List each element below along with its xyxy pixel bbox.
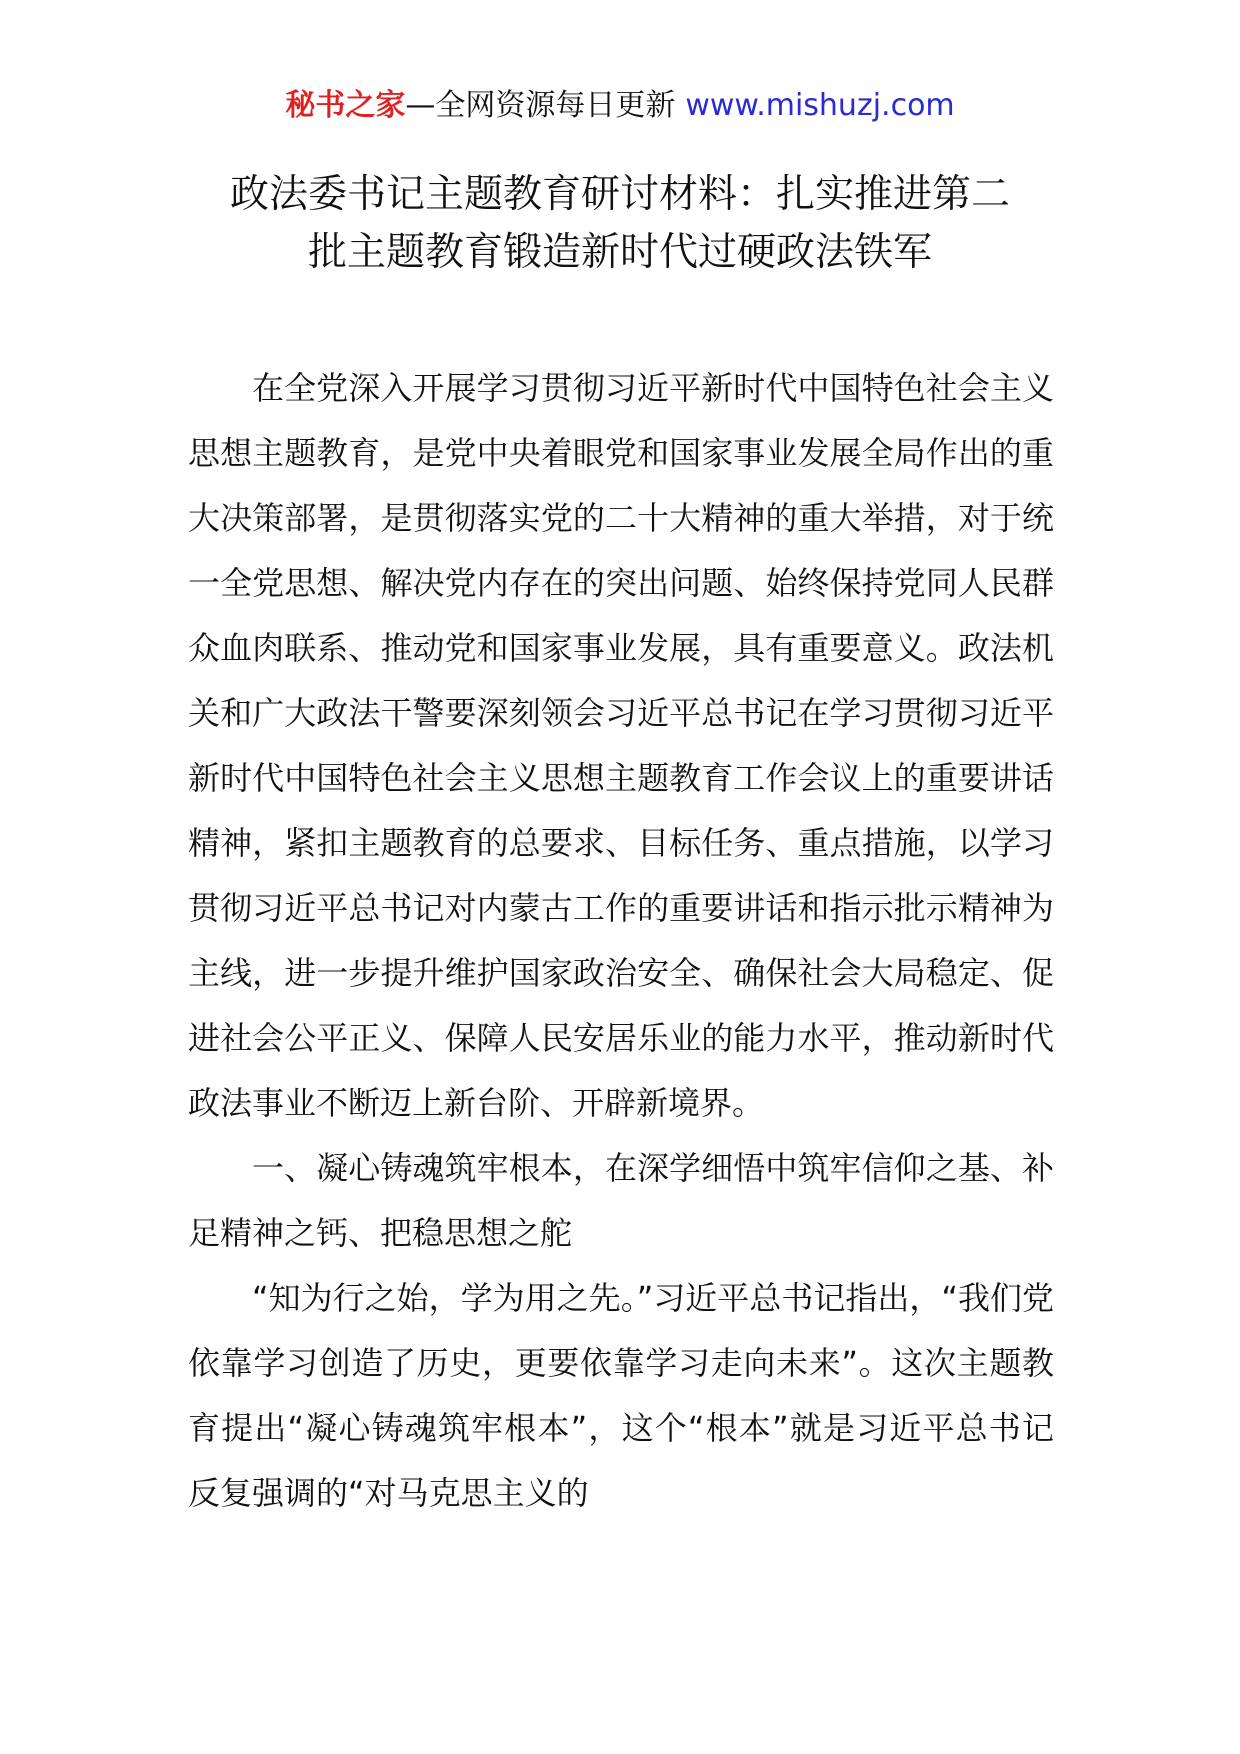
document-body (188, 356, 1054, 1526)
title-line-2: 批主题教育锻造新时代过硬政法铁军 (307, 230, 932, 275)
site-url: www.mishuzj.com (685, 88, 955, 123)
body-paragraph: “知为行之始，学为用之先。”习近平总书记指出，“我们党依靠学习创造了历史，更要依靠学习走向未来”。这次主题教育提出“凝心铸魂筑牢根本”，这个“根本”就是习近平总书记反复强调的“对马克思主义的 (188, 1279, 1054, 1512)
site-header (0, 84, 1240, 128)
title-line-1: 政法委书记主题教育研讨材料：扎实推进第二 (229, 172, 1010, 217)
brand-name: 秘书之家 (285, 88, 406, 123)
document-title (150, 166, 1090, 282)
section-heading-1: 一、凝心铸魂筑牢根本，在深学细悟中筑牢信仰之基、补足精神之钙、把稳思想之舵 (188, 1149, 1054, 1252)
intro-paragraph: 在全党深入开展学习贯彻习近平新时代中国特色社会主义思想主题教育，是党中央着眼党和国家事业发展全局作出的重大决策部署，是贯彻落实党的二十大精神的重大举措，对于统一全党思想、解决党内存在的突出问题、始终保持党同人民群众血肉联系、推动党和国家事业发展，具有重要意义。政法机关和广大政法干警要深刻领会习近平总书记在学习贯彻习近平新时代中国特色社会主义思想主题教育工作会议上的重要讲话精神，紧扣主题教育的总要求、目标任务、重点措施，以学习贯彻习近平总书记对内蒙古工作的重要讲话和指示批示精神为主线，进一步提升维护国家政治安全、确保社会大局稳定、促进社会公平正义、保障人民安居乐业的能力水平，推动新时代政法事业不断迈上新台阶、开辟新境界。 (188, 369, 1054, 1122)
header-tagline: —全网资源每日更新 (405, 88, 676, 123)
